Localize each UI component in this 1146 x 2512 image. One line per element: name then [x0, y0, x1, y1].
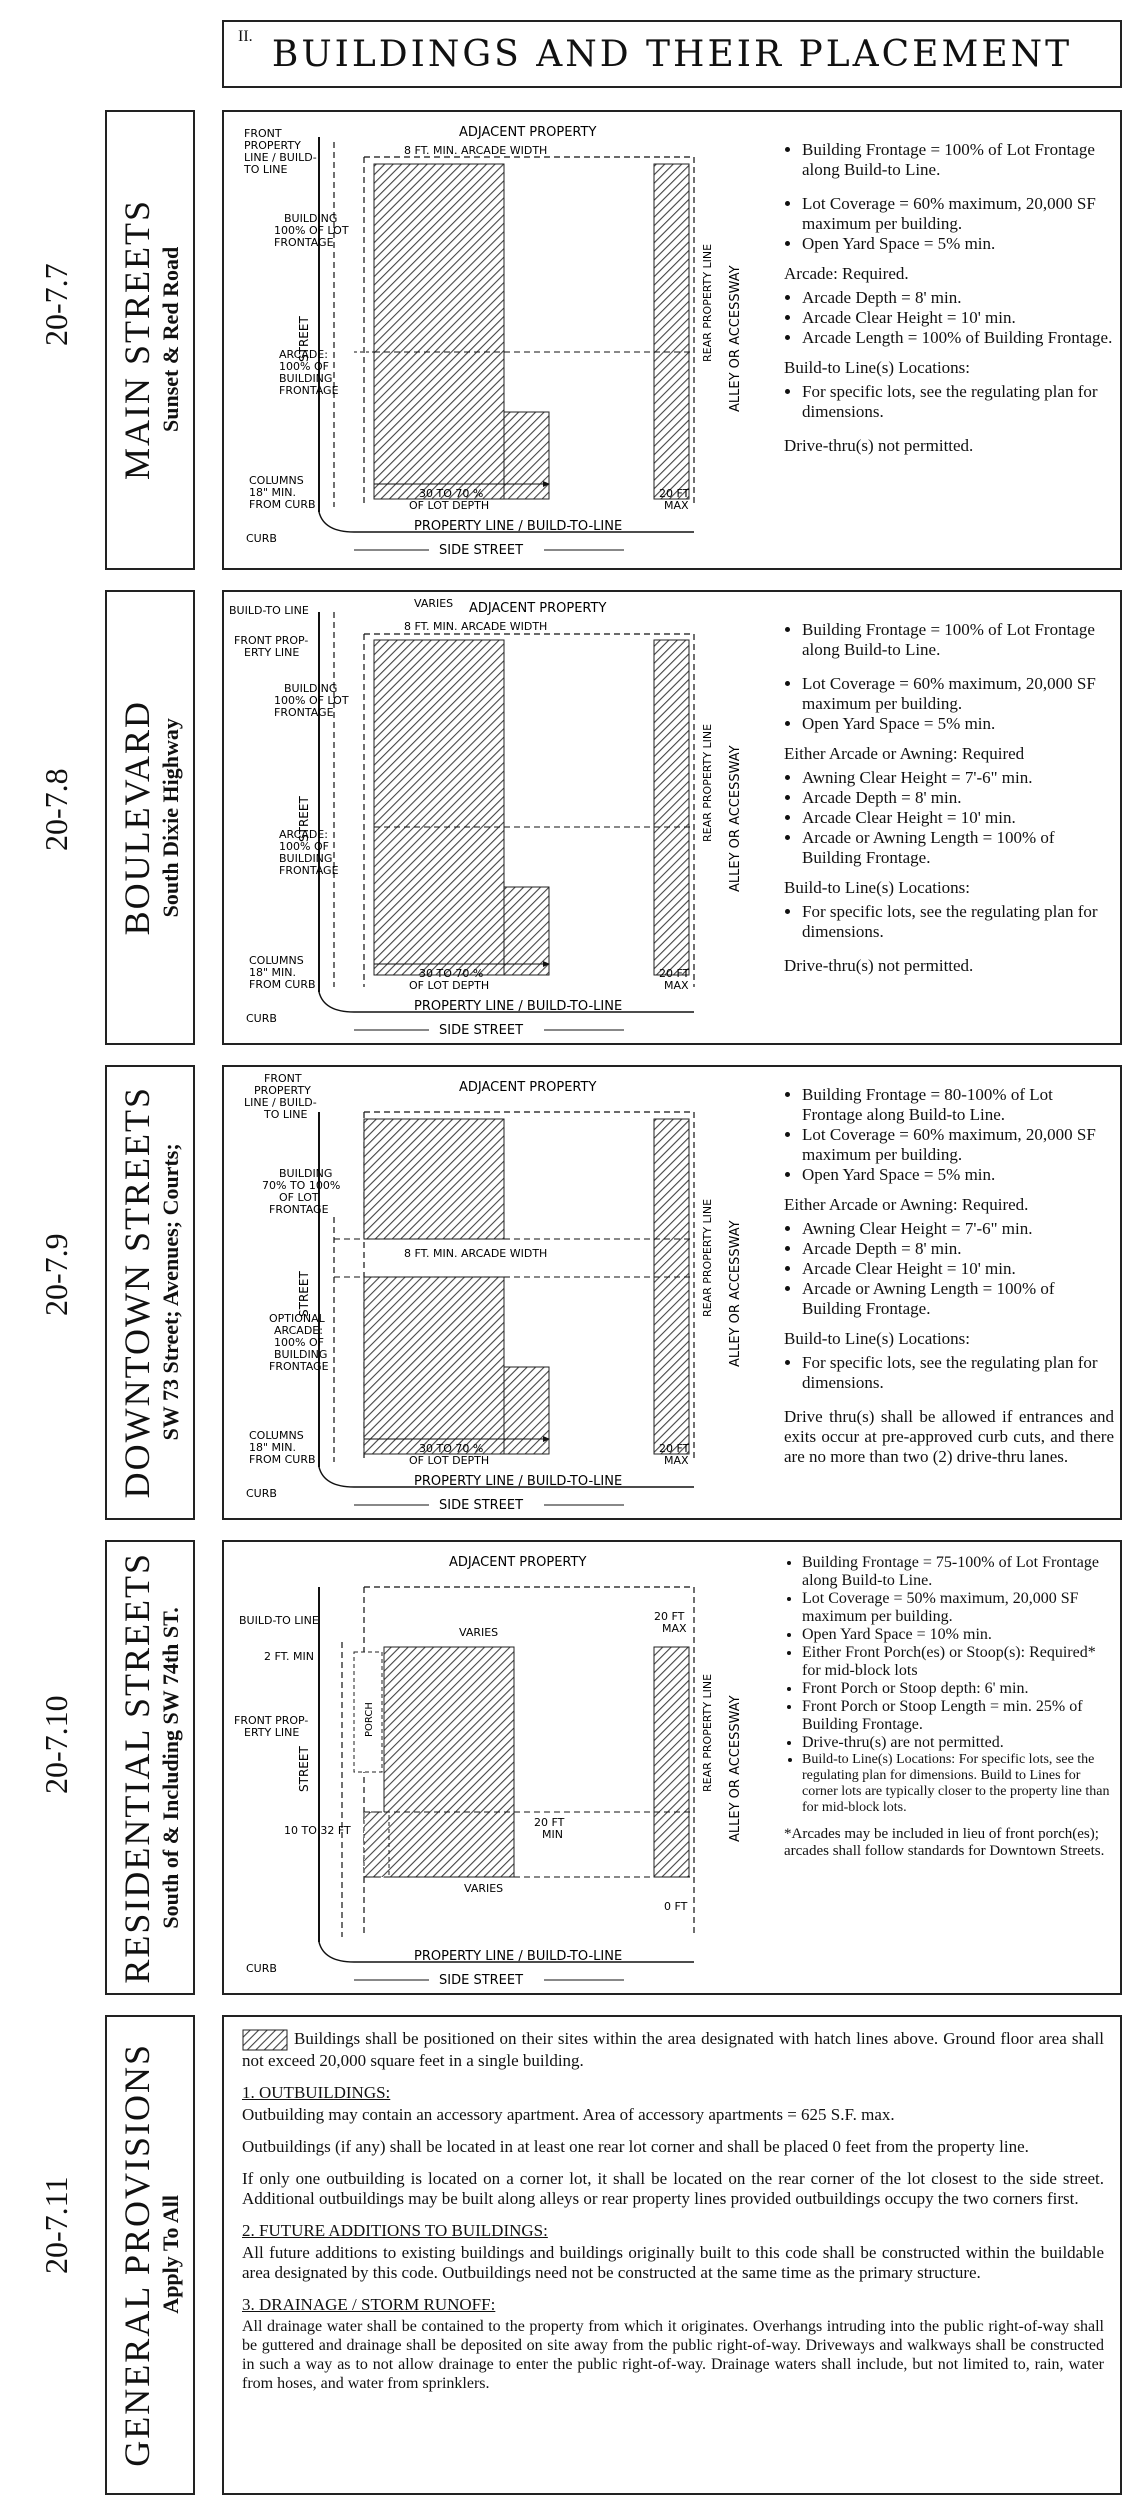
label-arcade-4: BUILDING	[274, 1348, 328, 1361]
bullet: • Open Yard Space = 5% min.	[802, 714, 1114, 734]
bullet: • Drive-thru(s) are not permitted.	[802, 1734, 1114, 1752]
label-max-2: MAX	[662, 1622, 687, 1635]
label-max: 20 FT	[659, 487, 690, 500]
bullet: • Arcade Depth = 8' min.	[802, 788, 1114, 808]
footnote: Drive-thru(s) not permitted.	[784, 436, 974, 455]
label-adjacent: ADJACENT PROPERTY	[459, 125, 597, 140]
main-streets-text	[784, 140, 1114, 460]
label-arcade-2: ARCADE:	[274, 1324, 323, 1337]
label-range: 10 TO 32 FT	[284, 1824, 351, 1837]
label-property-line: PROPERTY LINE / BUILD-TO-LINE	[414, 999, 623, 1014]
label-arcade-2: 100% OF	[279, 360, 329, 373]
label-front-prop-1: FRONT	[264, 1072, 302, 1085]
label-max: 20 FT	[659, 967, 690, 980]
label-front-prop-3: LINE / BUILD-	[244, 1096, 317, 1109]
label-varies-2: VARIES	[464, 1882, 504, 1895]
label-columns-3: FROM CURB	[249, 978, 316, 991]
label-arcade-width: 8 FT. MIN. ARCADE WIDTH	[404, 1247, 548, 1260]
label-columns-1: COLUMNS	[249, 474, 304, 487]
section-name: DOWNTOWN STREETS	[117, 1086, 157, 1499]
label-arcade-4: FRONTAGE	[279, 384, 339, 397]
heading-drainage: 3. DRAINAGE / STORM RUNOFF:	[242, 2295, 496, 2315]
label-alley: ALLEY OR ACCESSWAY	[728, 1695, 743, 1842]
residential-text	[784, 1554, 1114, 1864]
boulevard-text	[784, 620, 1114, 980]
bullet: • Building Frontage = 100% of Lot Frontage along Build-to Line.	[802, 620, 1114, 660]
label-front-prop-2: ERTY LINE	[244, 646, 300, 659]
bullet: • Lot Coverage = 60% maximum, 20,000 SF maximum per building.	[802, 674, 1114, 714]
footnote: Drive thru(s) shall be allowed if entrances and exits occur at pre-approved curb cuts, and there are no more than two (2) drive-thru lanes.	[784, 1407, 1114, 1466]
paragraph: All drainage water shall be contained to the property from which it originates. Overhangs intruding into the public right-of-way shall be guttered and drainage shall be deposited on site away from the public right-of-way. Driveways and walkways shall be constructed in such a way as to not allow drainage to enter the public right-of-way. Drainage waters shall include, but not limited to, rain, water from hoses, and water from sprinklers.	[242, 2318, 1104, 2393]
label-property-line: PROPERTY LINE / BUILD-TO-LINE	[414, 519, 623, 534]
bullet: • Lot Coverage = 60% maximum, 20,000 SF maximum per building.	[802, 1125, 1114, 1165]
main-streets-diagram	[224, 112, 784, 568]
section-name-box	[105, 110, 195, 570]
section-number: II.	[238, 28, 253, 45]
label-rear-property-line: REAR PROPERTY LINE	[701, 1198, 714, 1317]
label-columns-1: COLUMNS	[249, 1429, 304, 1442]
label-columns-2: 18" MIN.	[249, 966, 297, 979]
downtown-panel	[222, 1065, 1122, 1520]
bullet: • Arcade Clear Height = 10' min.	[802, 808, 1114, 828]
label-adjacent: ADJACENT PROPERTY	[459, 1080, 597, 1095]
hatch-legend-icon	[242, 2029, 288, 2051]
page-title: BUILDINGS AND THEIR PLACEMENT	[271, 34, 1073, 75]
label-columns-2: 18" MIN.	[249, 486, 297, 499]
residential-diagram	[224, 1542, 784, 1993]
bullet: • Either Front Porch(es) or Stoop(s): Required* for mid-block lots	[802, 1644, 1114, 1680]
label-arcade-1: OPTIONAL	[269, 1312, 325, 1325]
label-columns-2: 18" MIN.	[249, 1441, 297, 1454]
bullet: • For specific lots, see the regulating plan for dimensions.	[802, 1353, 1114, 1393]
label-property-line: PROPERTY LINE / BUILD-TO-LINE	[414, 1949, 623, 1964]
section-name: RESIDENTIAL STREETS	[117, 1551, 157, 1984]
boulevard-panel	[222, 590, 1122, 1045]
bullet: • Lot Coverage = 50% maximum, 20,000 SF maximum per building.	[802, 1590, 1114, 1626]
section-name-box	[105, 590, 195, 1045]
label-arcade-width: 8 FT. MIN. ARCADE WIDTH	[404, 144, 548, 157]
bullet: • Awning Clear Height = 7'-6" min.	[802, 1219, 1114, 1239]
label-building-1: BUILDING	[284, 212, 338, 225]
label-arcade-5: FRONTAGE	[269, 1360, 329, 1373]
label-side-street: SIDE STREET	[439, 1498, 524, 1513]
label-side-street: SIDE STREET	[439, 543, 524, 558]
label-2ft-min: 2 FT. MIN	[264, 1650, 314, 1663]
bullet: • Building Frontage = 75-100% of Lot Frontage along Build-to Line.	[802, 1554, 1114, 1590]
label-varies: VARIES	[459, 1626, 499, 1639]
label-building-3: FRONTAGE	[274, 706, 334, 719]
section-subtitle: Apply To All	[158, 2195, 183, 2315]
label-zero-ft: 0 FT	[664, 1900, 688, 1913]
bullet: • Awning Clear Height = 7'-6" min.	[802, 768, 1114, 788]
label-front-prop-1: FRONT PROP-	[234, 1714, 309, 1727]
bullet: • For specific lots, see the regulating plan for dimensions.	[802, 902, 1114, 942]
label-max: 20 FT	[654, 1610, 685, 1623]
paragraph: Outbuildings (if any) shall be located in at least one rear lot corner and shall be placed 0 feet from the property line.	[242, 2137, 1029, 2157]
main-streets-panel	[222, 110, 1122, 570]
label-lot-depth: 30 TO 70 %	[419, 967, 484, 980]
label-columns-3: FROM CURB	[249, 1453, 316, 1466]
label-street: STREET	[297, 316, 311, 362]
bullet: • For specific lots, see the regulating plan for dimensions.	[802, 382, 1114, 422]
section-code: 20-7.8	[38, 768, 74, 852]
label-side-street: SIDE STREET	[439, 1023, 524, 1038]
label-arcade-3: 100% OF	[274, 1336, 324, 1349]
section-code: 20-7.10	[38, 1695, 74, 1795]
heading-outbuildings: 1. OUTBUILDINGS:	[242, 2083, 391, 2103]
label-building-2: 100% OF LOT	[274, 224, 349, 237]
section-name: GENERAL PROVISIONS	[117, 2043, 157, 2467]
bullet: • Arcade Depth = 8' min.	[802, 1239, 1114, 1259]
label-side-street: SIDE STREET	[439, 1973, 524, 1988]
section-name-box	[105, 2015, 195, 2495]
bullet: • Arcade Clear Height = 10' min.	[802, 1259, 1114, 1279]
bullet: • Arcade or Awning Length = 100% of Building Frontage.	[802, 1279, 1114, 1319]
label-rear-property-line: REAR PROPERTY LINE	[701, 723, 714, 842]
heading-future-additions: 2. FUTURE ADDITIONS TO BUILDINGS:	[242, 2221, 548, 2241]
bullet: • Building Frontage = 80-100% of Lot Frontage along Build-to Line.	[802, 1085, 1114, 1125]
bullet: • Open Yard Space = 10% min.	[802, 1626, 1114, 1644]
label-front-prop-1: FRONT PROP-	[234, 634, 309, 647]
label-alley: ALLEY OR ACCESSWAY	[728, 265, 743, 412]
label-building-4: FRONTAGE	[269, 1203, 329, 1216]
bullet: • Build-to Line(s) Locations: For specific lots, see the regulating plan for dimensions. Build to Lines for corner lots are typically closer to the property line than for mid-block lots.	[802, 1752, 1114, 1816]
residential-panel	[222, 1540, 1122, 1995]
subheading: Either Arcade or Awning: Required.	[784, 1195, 1029, 1214]
label-front-prop-2: PROPERTY	[254, 1084, 311, 1097]
downtown-diagram	[224, 1067, 784, 1518]
label-front-prop-2: ERTY LINE	[244, 1726, 300, 1739]
subheading: Build-to Line(s) Locations:	[784, 358, 971, 377]
bullet: • Arcade Length = 100% of Building Frontage.	[802, 328, 1114, 348]
label-building-2: 70% TO 100%	[262, 1179, 341, 1192]
label-building-3: FRONTAGE	[274, 236, 334, 249]
subheading: Build-to Line(s) Locations:	[784, 878, 971, 897]
label-arcade-1: ARCADE:	[279, 348, 328, 361]
intro: Buildings shall be positioned on their sites within the area designated with hatch lines above. Ground floor area shall not exceed 20,000 square feet in a single building.	[242, 2029, 1104, 2071]
section-code: 20-7.7	[38, 263, 74, 347]
label-max: 20 FT	[659, 1442, 690, 1455]
label-build-to: BUILD-TO LINE	[229, 604, 309, 617]
subheading: Arcade: Required.	[784, 264, 909, 283]
section-name-box	[105, 1540, 195, 1995]
label-building-3: OF LOT	[279, 1191, 319, 1204]
label-property-line: PROPERTY LINE / BUILD-TO-LINE	[414, 1474, 623, 1489]
downtown-text	[784, 1085, 1114, 1471]
label-max-2: MAX	[664, 499, 689, 512]
label-varies: VARIES	[414, 597, 454, 610]
label-columns-1: COLUMNS	[249, 954, 304, 967]
section-name: MAIN STREETS	[117, 199, 157, 481]
label-front-prop-4: TO LINE	[264, 1108, 308, 1121]
section-subtitle: SW 73 Street; Avenues; Courts;	[158, 1144, 183, 1441]
label-curb: CURB	[246, 532, 277, 545]
footnote: Drive-thru(s) not permitted.	[784, 956, 974, 975]
section-code: 20-7.9	[38, 1233, 74, 1317]
bullet: • Arcade Clear Height = 10' min.	[802, 308, 1114, 328]
bullet: • Open Yard Space = 5% min.	[802, 234, 1114, 254]
label-max-2: MAX	[664, 1454, 689, 1467]
label-curb: CURB	[246, 1487, 277, 1500]
subheading: Build-to Line(s) Locations:	[784, 1329, 971, 1348]
label-adjacent: ADJACENT PROPERTY	[449, 1555, 587, 1570]
label-building-1: BUILDING	[284, 682, 338, 695]
label-alley: ALLEY OR ACCESSWAY	[728, 745, 743, 892]
paragraph: Outbuilding may contain an accessory apartment. Area of accessory apartments = 625 S.F. max.	[242, 2105, 895, 2125]
label-front-prop-1: FRONT	[244, 127, 282, 140]
label-rear-property-line: REAR PROPERTY LINE	[701, 1673, 714, 1792]
bullet: • Lot Coverage = 60% maximum, 20,000 SF maximum per building.	[802, 194, 1114, 234]
label-lot-depth-2: OF LOT DEPTH	[409, 499, 490, 512]
label-porch: PORCH	[364, 1702, 375, 1737]
bullet: • Open Yard Space = 5% min.	[802, 1165, 1114, 1185]
label-curb: CURB	[246, 1012, 277, 1025]
bullet: • Arcade or Awning Length = 100% of Building Frontage.	[802, 828, 1114, 868]
section-subtitle: South of & Including SW 74th ST.	[158, 1606, 183, 1929]
label-columns-3: FROM CURB	[249, 498, 316, 511]
bullet: • Front Porch or Stoop Length = min. 25% of Building Frontage.	[802, 1698, 1114, 1734]
label-arcade-4: FRONTAGE	[279, 864, 339, 877]
general-provisions-text	[242, 2029, 1104, 2405]
label-adjacent: ADJACENT PROPERTY	[469, 601, 607, 616]
label-arcade-3: BUILDING	[279, 372, 333, 385]
bullet: • Building Frontage = 100% of Lot Frontage along Build-to Line.	[802, 140, 1114, 180]
label-lot-depth: 30 TO 70 %	[419, 487, 484, 500]
label-lot-depth-2: OF LOT DEPTH	[409, 979, 490, 992]
label-curb: CURB	[246, 1962, 277, 1975]
label-street: STREET	[297, 1746, 311, 1792]
section-name: BOULEVARD	[117, 699, 157, 936]
paragraph: All future additions to existing buildings and buildings originally built to this code shall be constructed within the buildable area designated by this code. Outbuildings need not be constructed at the same time as the primary structure.	[242, 2243, 1104, 2283]
bullet: • Arcade Depth = 8' min.	[802, 288, 1114, 308]
paragraph: If only one outbuilding is located on a corner lot, it shall be located on the rear corner of the lot closest to the side street. Additional outbuildings may be built along alleys or rear property lines provided outbuildings occupy the two corners first.	[242, 2169, 1104, 2209]
label-arcade-1: ARCADE:	[279, 828, 328, 841]
label-20ft-min-2: MIN	[542, 1828, 563, 1841]
label-arcade-3: BUILDING	[279, 852, 333, 865]
section-code: 20-7.11	[38, 2176, 74, 2274]
label-street: STREET	[297, 1271, 311, 1317]
label-lot-depth: 30 TO 70 %	[419, 1442, 484, 1455]
label-front-prop-3: LINE / BUILD-	[244, 151, 317, 164]
label-arcade-width: 8 FT. MIN. ARCADE WIDTH	[404, 620, 548, 633]
label-front-prop-2: PROPERTY	[244, 139, 301, 152]
label-arcade-2: 100% OF	[279, 840, 329, 853]
label-lot-depth-2: OF LOT DEPTH	[409, 1454, 490, 1467]
section-subtitle: Sunset & Red Road	[158, 247, 183, 433]
section-name-box	[105, 1065, 195, 1520]
label-alley: ALLEY OR ACCESSWAY	[728, 1220, 743, 1367]
section-subtitle: South Dixie Highway	[158, 717, 183, 918]
label-front-prop-4: TO LINE	[244, 163, 288, 176]
boulevard-diagram	[224, 592, 784, 1043]
label-building-1: BUILDING	[279, 1167, 333, 1180]
general-provisions-panel	[222, 2015, 1122, 2495]
label-build-to: BUILD-TO LINE	[239, 1614, 319, 1627]
footnote: *Arcades may be included in lieu of front porch(es); arcades shall follow standards for Downtown Streets.	[784, 1826, 1105, 1859]
bullet: • Front Porch or Stoop depth: 6' min.	[802, 1680, 1114, 1698]
label-max-2: MAX	[664, 979, 689, 992]
label-street: STREET	[297, 796, 311, 842]
label-building-2: 100% OF LOT	[274, 694, 349, 707]
label-rear-property-line: REAR PROPERTY LINE	[701, 243, 714, 362]
label-20ft-min: 20 FT	[534, 1816, 565, 1829]
page-title-box	[222, 20, 1122, 88]
subheading: Either Arcade or Awning: Required	[784, 744, 1025, 763]
